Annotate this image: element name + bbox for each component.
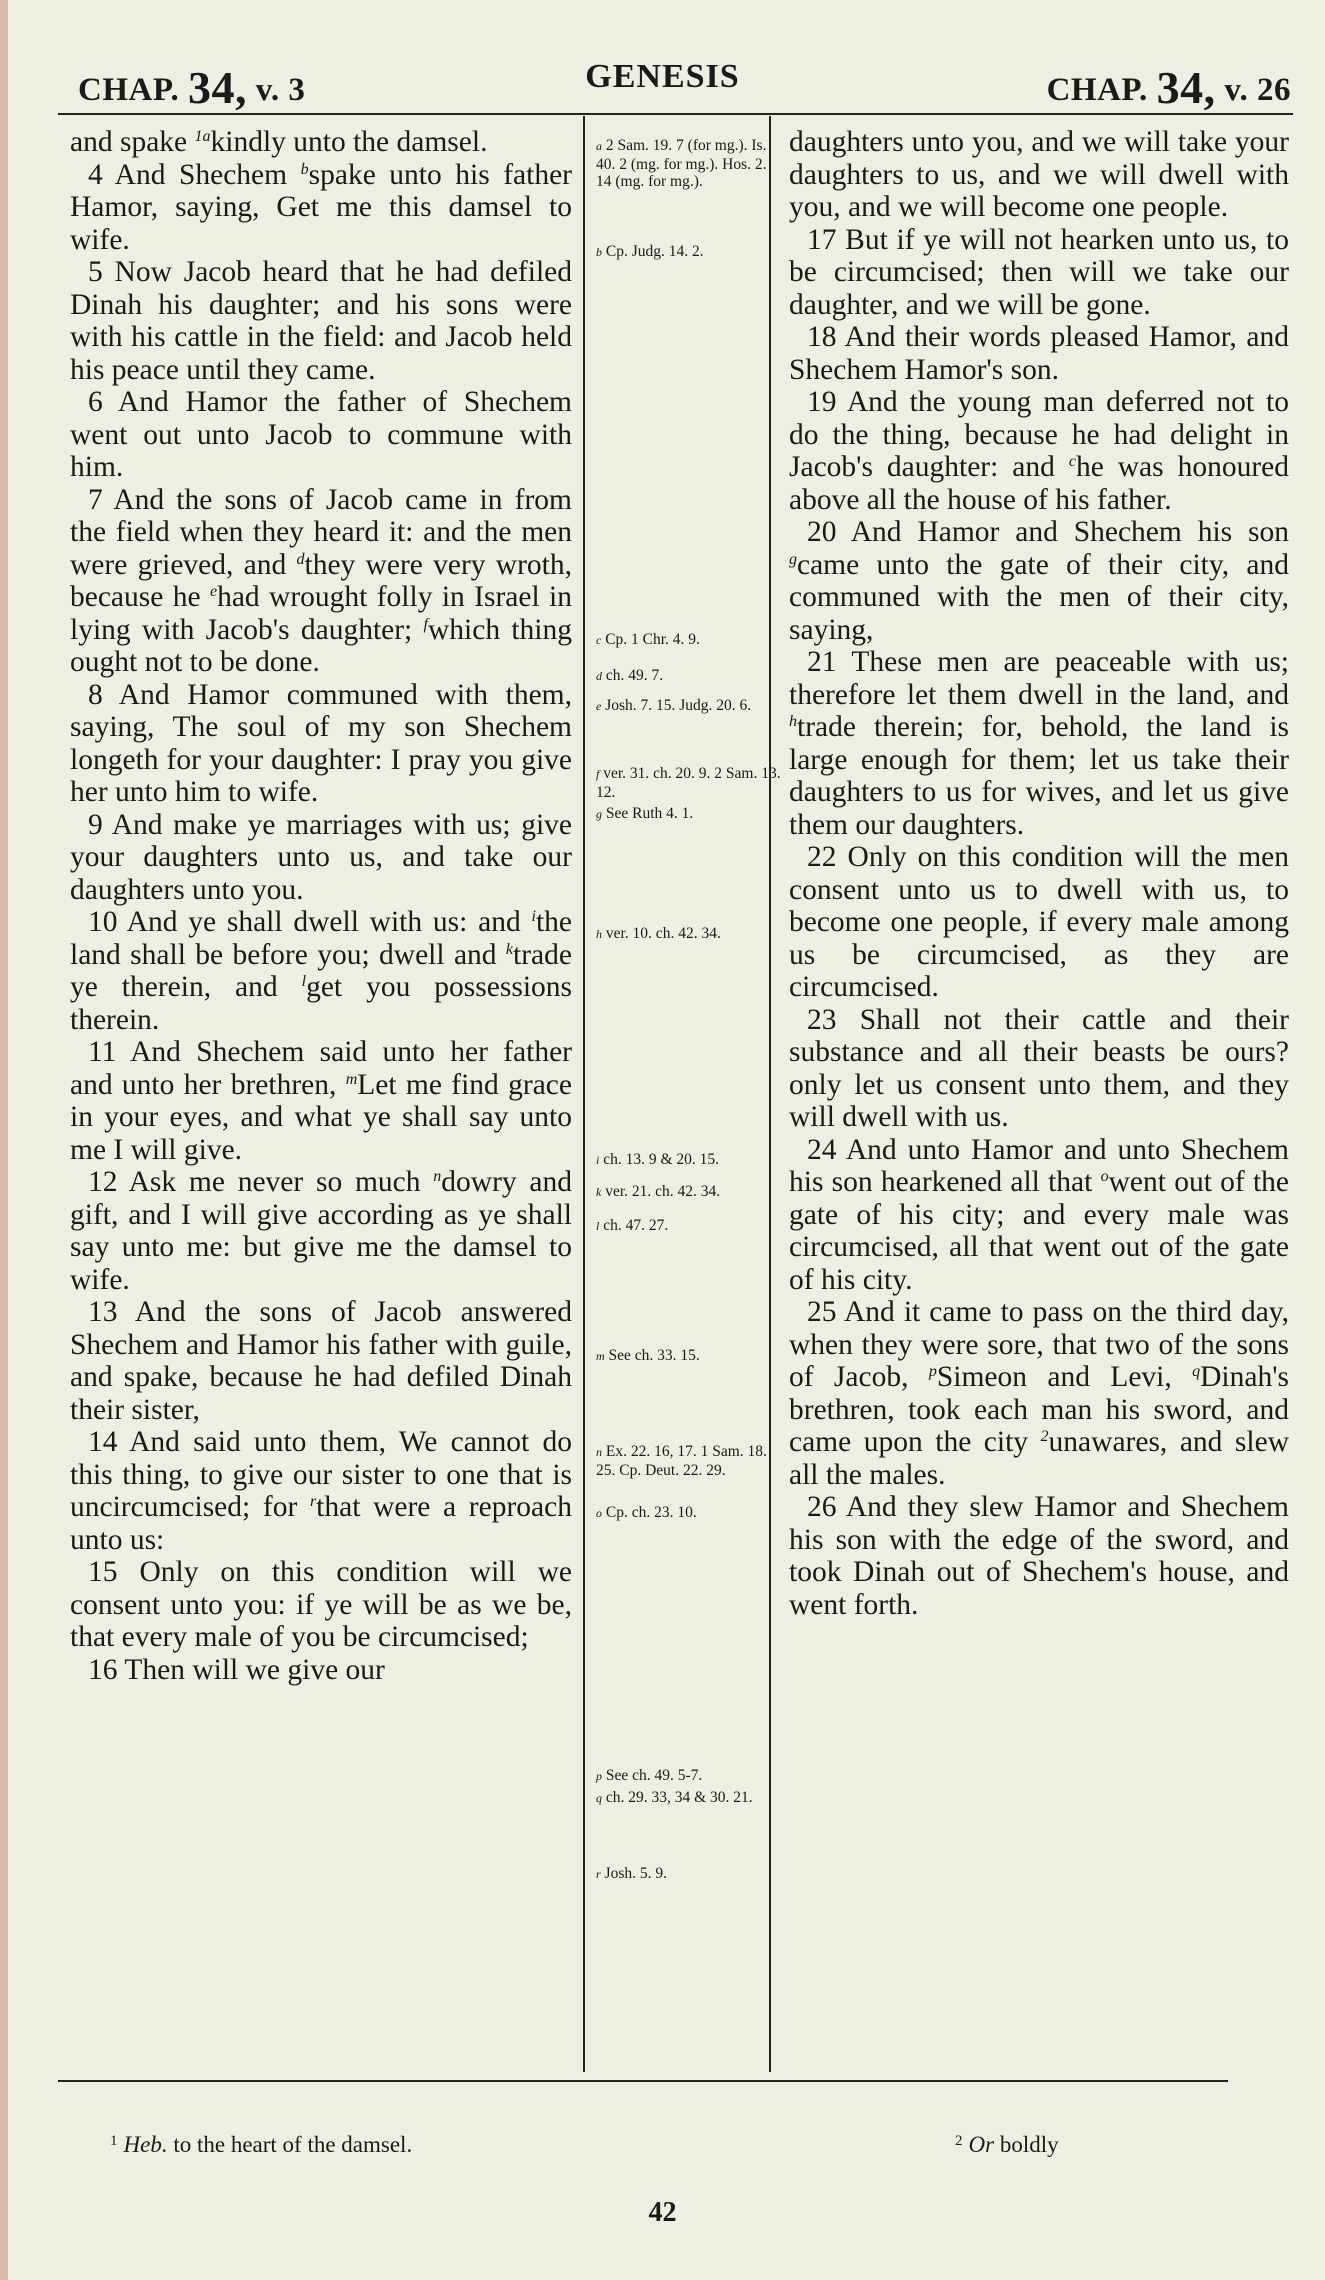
verse-10: 10 And ye shall dwell with us: and $^i$the land shall be before you; dwell and $^k$trade ye therein, and $^l$get you possessions therein.: [70, 906, 572, 1036]
header-book-title: GENESIS: [585, 58, 740, 95]
verse-11: 11 And Shechem said unto her father and unto her brethren, $^m$Let me find grace in your eyes, and what ye shall say unto me I will give.: [70, 1036, 572, 1166]
verse-24: 24 And unto Hamor and unto Shechem his son hearkened all that $^o$went out of the gate of his city; and every male was circumcised, all that went out of the gate of his city.: [789, 1133, 1290, 1296]
margin-mark: q: [1192, 1363, 1201, 1380]
margin-mark: c: [1068, 453, 1076, 470]
footnote-2-abbrev: Or: [968, 2132, 995, 2157]
footnote-1-number: 1: [110, 2133, 118, 2149]
header-left-chapter-number: 34,: [187, 62, 247, 113]
footnote-1: [110, 2132, 412, 2158]
ref-n: n Ex. 22. 16, 17. 1 Sam. 18. 25. Cp. Deut. 22. 29.: [596, 1443, 767, 1479]
footnote-mark: 2: [1040, 1428, 1049, 1445]
margin-mark: m: [345, 1070, 358, 1088]
verse-9: 9 And make ye marriages with us; give your daughters unto us, and take our daughters unto you.: [70, 808, 572, 906]
margin-mark: n: [433, 1168, 442, 1185]
ref-o: o Cp. ch. 23. 10.: [596, 1504, 697, 1521]
footnote-2-number: 2: [955, 2133, 963, 2149]
margin-mark: k: [505, 940, 514, 958]
ref-f: f ver. 31. ch. 20. 9. 2 Sam. 13. 12.: [596, 765, 781, 801]
margin-mark: l: [301, 973, 307, 990]
verse-4: 4 And Shechem $^b$spake unto his father Hamor, saying, Get me this damsel to wife.: [70, 158, 572, 256]
footnote-2: [955, 2132, 1059, 2158]
header-right-chapter-number: 34,: [1156, 62, 1216, 113]
footnote-1-abbrev: Heb.: [123, 2132, 168, 2157]
margin-mark: o: [1100, 1168, 1109, 1185]
verse-19: 19 And the young man deferred not to do the thing, because he had delight in Jacob's daughter: and $^c$he was honoured above all the house of his father.: [789, 386, 1289, 516]
ref-a: a 2 Sam. 19. 7 (for mg.). Is. 40. 2 (mg. for mg.). Hos. 2. 14 (mg. for mg.).: [596, 137, 767, 190]
verse-7: 7 And the sons of Jacob came in from the field when they heard it: and the men were grieved, and $^d$they were very wroth, because he $^e$had wrought folly in Israel in lying with Jacob's daughter; $^f$which thing ought not to be done.: [70, 483, 572, 678]
margin-mark: g: [789, 550, 797, 568]
ref-q: q ch. 29. 33, 34 & 30. 21.: [596, 1789, 753, 1806]
ref-c: c Cp. 1 Chr. 4. 9.: [596, 631, 700, 648]
verse-18: 18 And their words pleased Hamor, and Shechem Hamor's son.: [789, 321, 1289, 386]
margin-mark: p: [928, 1363, 937, 1380]
verse-16: 16 Then will we give our: [88, 1653, 385, 1686]
margin-mark: f: [423, 615, 428, 633]
margin-mark: r: [309, 1493, 317, 1510]
footnote-1-text: to the heart of the damsel.: [173, 2132, 413, 2157]
ref-l: l ch. 47. 27.: [596, 1217, 669, 1234]
verse-8: 8 And Hamor communed with them, saying, The soul of my son Shechem longeth for your daughter: I pray you give her unto him to wife.: [70, 678, 572, 808]
ref-g: g See Ruth 4. 1.: [596, 805, 694, 822]
verse-17: 17 But if ye will not hearken unto us, to be circumcised; then will we take our daughter, and we will be gone.: [789, 223, 1289, 321]
margin-mark: b: [300, 160, 309, 178]
header-right-chap: CHAP.: [1046, 72, 1148, 108]
header-left-verse: v. 3: [255, 72, 306, 108]
margin-mark: 1a: [194, 128, 211, 145]
header-rule: [58, 113, 1293, 115]
verse-15: 15 Only on this condition will we consent unto you: if ye will be as we be, that every male of you be circumcised;: [70, 1556, 572, 1653]
margin-mark: i: [531, 908, 536, 925]
left-text-column: [70, 126, 572, 1686]
verse-6: 6 And Hamor the father of Shechem went out unto Jacob to commune with him.: [70, 386, 572, 483]
verse-14: 14 And said unto them, We cannot do this thing, to give our sister to one that is uncircumcised; for $^r$that were a reproach unto us:: [70, 1426, 572, 1556]
verse-13: 13 And the sons of Jacob answered Shechem and Hamor his father with guile, and spake, because he had defiled Dinah their sister,: [70, 1296, 572, 1426]
running-header: [0, 58, 1325, 113]
column-divider-left: [583, 116, 585, 2072]
verse-12: 12 Ask me never so much $^n$dowry and gift, and I will give according as ye shall say unto me: but give me the damsel to wife.: [70, 1166, 572, 1296]
verse-3-continuation: and spake $^{1a}$kindly unto the damsel.: [70, 126, 488, 158]
header-right: [1047, 58, 1291, 111]
page-number: 42: [648, 2197, 677, 2228]
footnote-2-text: boldly: [999, 2132, 1059, 2157]
header-left-chap: CHAP.: [78, 72, 180, 108]
verse-16-continuation: daughters unto you, and we will take your daughters to us, and we will dwell with you, and we will become one people.: [789, 126, 1289, 223]
margin-mark: h: [789, 713, 797, 730]
page-edge: [0, 0, 8, 2280]
ref-h: h ver. 10. ch. 42. 34.: [596, 925, 721, 942]
margin-mark: d: [296, 550, 305, 568]
footnote-rule: [58, 2080, 1228, 2082]
ref-b: b Cp. Judg. 14. 2.: [596, 243, 704, 260]
ref-p: p See ch. 49. 5-7.: [596, 1767, 703, 1784]
ref-e: e Josh. 7. 15. Judg. 20. 6.: [596, 697, 752, 714]
verse-23: 23 Shall not their cattle and their substance and all their beasts be ours? only let us consent unto them, and they will dwell with us.: [789, 1003, 1289, 1133]
margin-mark: e: [209, 583, 218, 600]
ref-m: m See ch. 33. 15.: [596, 1347, 700, 1364]
ref-d: d ch. 49. 7.: [596, 667, 664, 684]
right-text-column: [789, 126, 1289, 1621]
verse-26: 26 And they slew Hamor and Shechem his son with the edge of the sword, and took Dinah out of Shechem's house, and went forth.: [789, 1491, 1289, 1621]
ref-i: i ch. 13. 9 & 20. 15.: [596, 1151, 720, 1168]
verse-22: 22 Only on this condition will the men consent unto us to dwell with us, to become one people, if every male among us be circumcised, as they are circumcised.: [789, 841, 1289, 1003]
ref-k: k ver. 21. ch. 42. 34.: [596, 1183, 721, 1200]
verse-21: 21 These men are peaceable with us; therefore let them dwell in the land, and $^h$trade therein; for, behold, the land is large enough for them; let us take their daughters to us for wives, and let us give them our daughters.: [789, 646, 1289, 841]
verse-25: 25 And it came to pass on the third day, when they were sore, that two of the sons of Jacob, $^p$Simeon and Levi, $^q$Dinah's brethren, took each man his sword, and came upon the city $^2$unawares, and slew all the males.: [789, 1296, 1289, 1491]
verse-5: 5 Now Jacob heard that he had defiled Dinah his daughter; and his sons were with his cattle in the field: and Jacob held his peace until they came.: [70, 256, 572, 386]
header-right-verse: v. 26: [1224, 72, 1291, 108]
verse-20: 20 And Hamor and Shechem his son $^g$came unto the gate of their city, and communed with the men of their city, saying,: [789, 516, 1289, 646]
ref-r: r Josh. 5. 9.: [596, 1865, 667, 1882]
